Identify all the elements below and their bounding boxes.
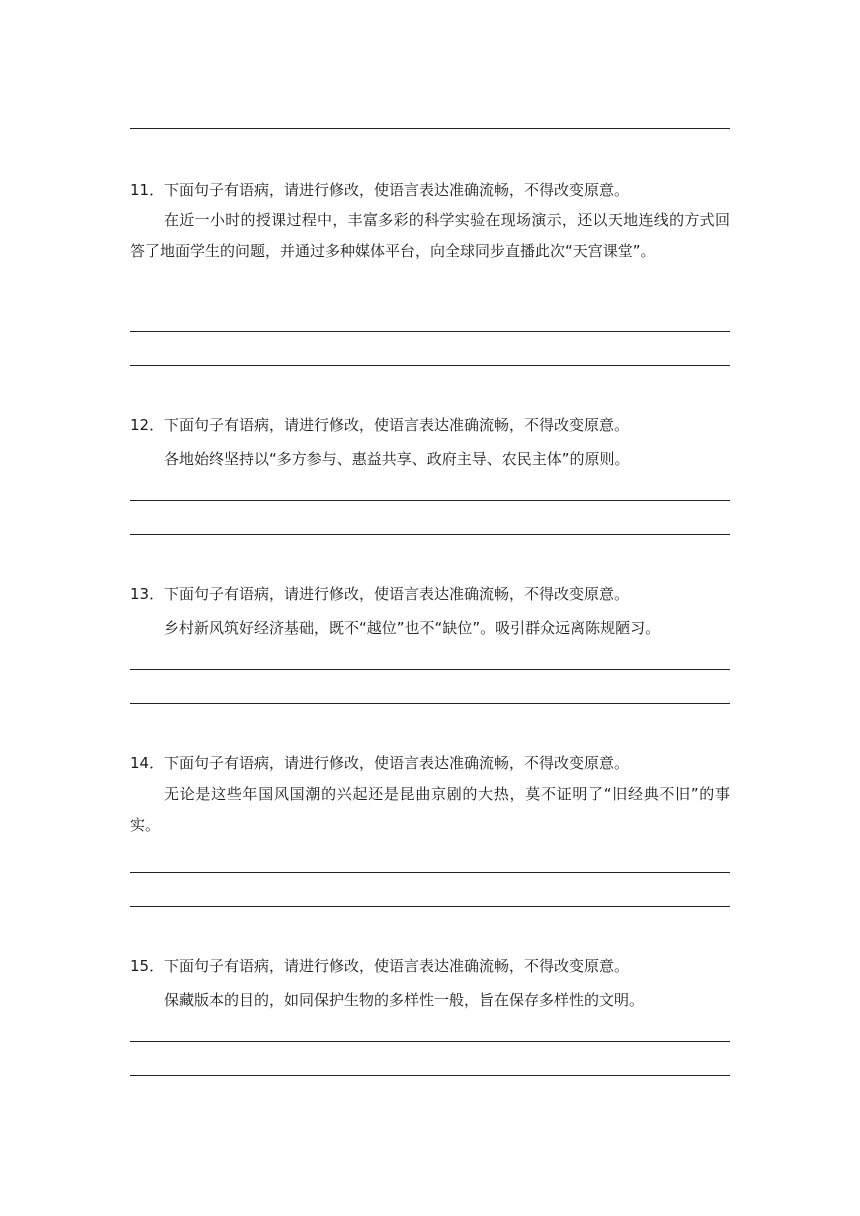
question-14-prompt — [130, 753, 740, 773]
question-11-sentence: 在近一小时的授课过程中，丰富多彩的科学实验在现场演示，还以天地连线的方式回答了地面学生的问题，并通过多种媒体平台，向全球同步直播此次“天宫课堂”。 — [130, 211, 730, 260]
question-15-prompt — [130, 956, 740, 976]
answer-line-prev — [130, 128, 730, 129]
answer-line-14-a[interactable] — [130, 872, 730, 873]
question-13-prompt — [130, 584, 740, 604]
question-13-sentence: 乡村新风筑好经济基础，既不“越位”也不“缺位”。吸引群众远离陈规陋习。 — [164, 619, 661, 637]
answer-line-14-b[interactable] — [130, 906, 730, 907]
question-number: 15． — [130, 957, 165, 975]
question-14-sentence: 无论是这些年国风国潮的兴起还是昆曲京剧的大热，莫不证明了“旧经典不旧”的事实。 — [130, 785, 730, 834]
question-number: 13． — [130, 585, 165, 603]
question-prompt-text: 下面句子有语病，请进行修改，使语言表达准确流畅，不得改变原意。 — [164, 754, 630, 772]
question-prompt-text: 下面句子有语病，请进行修改，使语言表达准确流畅，不得改变原意。 — [164, 957, 630, 975]
question-prompt-text: 下面句子有语病，请进行修改，使语言表达准确流畅，不得改变原意。 — [164, 585, 630, 603]
answer-line-15-a[interactable] — [130, 1041, 730, 1042]
question-prompt-text: 下面句子有语病，请进行修改，使语言表达准确流畅，不得改变原意。 — [164, 181, 630, 199]
answer-line-13-b[interactable] — [130, 703, 730, 704]
question-15-sentence: 保藏版本的目的，如同保护生物的多样性一般，旨在保存多样性的文明。 — [164, 991, 645, 1009]
question-12-sentence: 各地始终坚持以“多方参与、惠益共享、政府主导、农民主体”的原则。 — [164, 450, 630, 468]
question-prompt-text: 下面句子有语病，请进行修改，使语言表达准确流畅，不得改变原意。 — [164, 416, 630, 434]
answer-line-11-b[interactable] — [130, 365, 730, 366]
question-11-prompt — [130, 180, 740, 200]
answer-line-11-a[interactable] — [130, 331, 730, 332]
question-number: 11． — [130, 181, 165, 199]
answer-line-13-a[interactable] — [130, 669, 730, 670]
question-number: 14． — [130, 754, 165, 772]
question-12-prompt — [130, 415, 740, 435]
answer-line-12-a[interactable] — [130, 500, 730, 501]
answer-line-15-b[interactable] — [130, 1075, 730, 1076]
question-number: 12． — [130, 416, 165, 434]
answer-line-12-b[interactable] — [130, 534, 730, 535]
